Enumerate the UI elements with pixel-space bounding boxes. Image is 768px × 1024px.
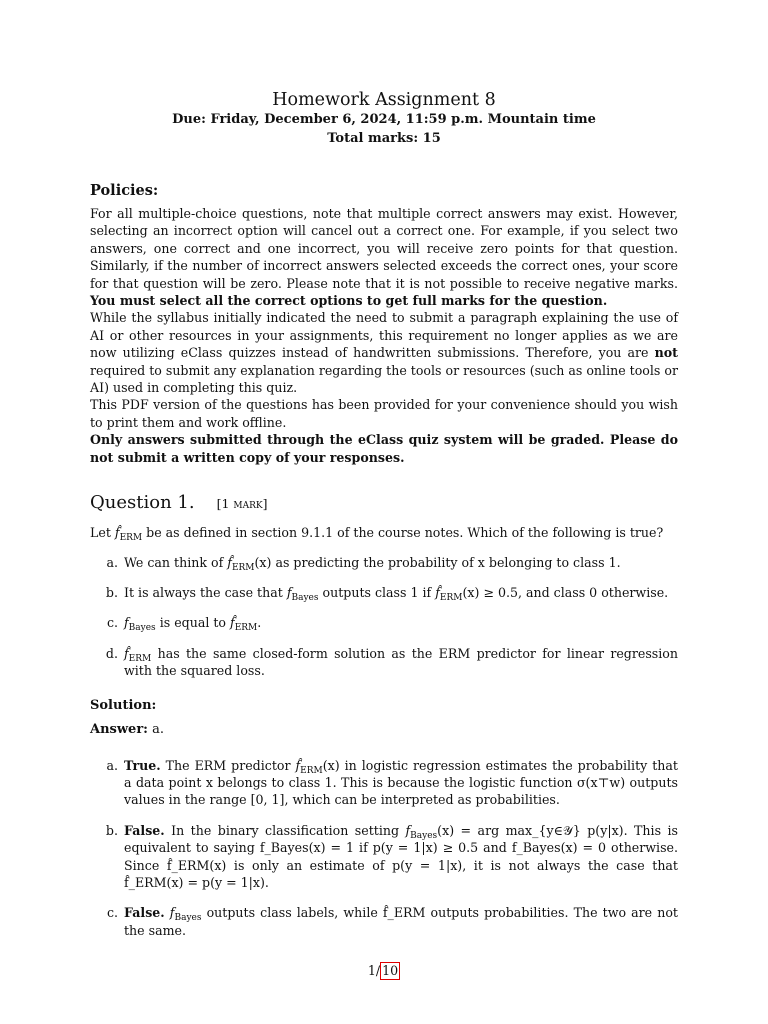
option-label: b. xyxy=(105,584,118,600)
option-label: d. xyxy=(105,645,118,661)
bayes-subscript: Bayes xyxy=(174,913,202,924)
answer-label: Answer: xyxy=(90,721,148,737)
erm-subscript: ERM xyxy=(231,562,255,573)
option-b-post: (x) ≥ 0.5, and class 0 otherwise. xyxy=(462,584,669,600)
option-a-pre: We can think of xyxy=(124,554,224,570)
solution-label: b. xyxy=(105,822,118,838)
page-number: 1 xyxy=(367,963,376,978)
policy-paragraph-3: This PDF version of the questions has been provided for your convenience should you wish to print them and work offline. xyxy=(90,397,678,430)
solution-a-post: (x) in logistic regression estimates the probability that a data point x belongs to class 1. This is because the logistic function σ(x⊤w) outputs values in the range [0, 1], which can be interpreted as probabilities. xyxy=(124,757,678,808)
f-hat-symbol: f̂ xyxy=(114,525,120,541)
erm-subscript: ERM xyxy=(439,592,463,603)
option-c-mid: is equal to xyxy=(159,615,227,631)
solution-text xyxy=(124,904,678,939)
policy-text-2b: required to submit any explanation regarding the tools or resources (such as online tools or AI) used in completing this quiz. xyxy=(90,362,678,396)
option-b-pre: It is always the case that xyxy=(124,584,283,600)
policy-emphasis-1: You must select all the correct options to get full marks for the question. xyxy=(90,293,608,309)
solution-a-pre: The ERM predictor xyxy=(165,757,291,773)
page-footer xyxy=(0,962,768,980)
option-text xyxy=(124,554,678,571)
solution-verdict: True. xyxy=(124,757,161,773)
page-title: Homework Assignment 8 xyxy=(272,90,496,110)
intro-post: be as defined in section 9.1.1 of the course notes. Which of the following is true? xyxy=(146,525,664,541)
page-content xyxy=(90,88,678,952)
due-date: Due: Friday, December 6, 2024, 11:59 p.m. Mountain time xyxy=(172,112,596,127)
question-1-heading xyxy=(90,492,678,513)
solution-label: c. xyxy=(106,905,118,921)
option-a-post: as predicting the probability of x belonging to class 1. xyxy=(275,554,621,570)
policies-heading: Policies: xyxy=(90,182,159,199)
erm-subscript: ERM xyxy=(300,765,323,776)
option-text xyxy=(124,584,678,601)
policy-text-1: For all multiple-choice questions, note that multiple correct answers may exist. However, selecting an incorrect option will cancel out a correct one. For example, if you select two answers, one correct and one incorrect, you will receive zero points for that question. Similarly, if the number of incorrect answers selected exceeds the correct ones, your score for that question will be zero. Please note that it is not possible to receive negative marks. xyxy=(90,206,678,291)
f-symbol: f xyxy=(286,584,292,600)
policy-paragraph-2 xyxy=(90,309,678,396)
total-marks: Total marks: 15 xyxy=(327,131,441,146)
bayes-subscript: Bayes xyxy=(410,830,438,841)
f-hat-symbol: f̂ xyxy=(230,615,235,631)
solution-item-b xyxy=(90,822,678,892)
answer-line xyxy=(90,722,678,737)
option-c-post: . xyxy=(257,615,262,631)
option-d xyxy=(90,645,678,680)
option-label: c. xyxy=(106,615,118,631)
solution-verdict: False. xyxy=(124,905,165,921)
solution-text xyxy=(124,757,678,809)
option-a-mid: (x) xyxy=(254,554,272,570)
answer-value: a. xyxy=(152,721,164,737)
solution-text xyxy=(124,822,678,892)
solution-c-post: outputs class labels, while f̂_ERM outputs probabilities. The two are not the same. xyxy=(124,905,678,938)
f-hat-symbol: f̂ xyxy=(295,757,301,773)
policies-body xyxy=(90,205,678,466)
f-symbol: f xyxy=(405,822,411,838)
f-symbol: f xyxy=(169,905,175,921)
solution-heading: Solution: xyxy=(90,697,157,713)
question-1-options xyxy=(90,554,678,680)
question-1-marks: [1 mark] xyxy=(216,496,268,512)
solution-item-c xyxy=(90,904,678,939)
solution-b-pre: In the binary classification setting xyxy=(171,822,400,838)
policy-paragraph-4: Only answers submitted through the eClass quiz system will be graded. Please do not submit a written copy of your responses. xyxy=(90,432,678,465)
solution-item-a xyxy=(90,757,678,809)
option-d-mid: has the same closed-form solution as the ERM predictor for linear regression with the squared loss. xyxy=(124,645,678,679)
option-b xyxy=(90,584,678,601)
bayes-subscript: Bayes xyxy=(291,592,319,603)
f-hat-symbol: f̂ xyxy=(227,554,232,570)
option-label: a. xyxy=(106,554,118,570)
f-hat-symbol: f̂ xyxy=(435,584,440,600)
policy-paragraph-1 xyxy=(90,205,678,309)
option-c xyxy=(90,614,678,634)
solution-verdict: False. xyxy=(124,822,165,838)
solution-b-post: (x) = arg max_{y∈𝒴} p(y|x). This is equivalent to saying f_Bayes(x) = 1 if p(y = 1|x) ≥ 0.5 and f_Bayes(x) = 0 otherwise. Since f̂_ERM(x) is only an estimate of p(y = 1|x), it is not always the case that f̂_ERM(x) = p(y = 1|x). xyxy=(124,822,678,890)
option-text xyxy=(124,645,678,680)
question-1-intro xyxy=(90,524,678,544)
intro-pre: Let xyxy=(90,525,111,541)
policy-emphasis-not: not xyxy=(654,345,678,361)
f-hat-symbol: f̂ xyxy=(124,645,129,661)
erm-subscript: ERM xyxy=(234,623,258,634)
page-separator: / xyxy=(375,963,381,978)
erm-subscript: ERM xyxy=(128,653,152,664)
solution-items xyxy=(90,757,678,940)
f-symbol: f xyxy=(124,615,129,631)
total-pages-link[interactable]: 10 xyxy=(382,963,399,978)
option-b-mid: outputs class 1 if xyxy=(322,584,432,600)
option-text xyxy=(124,614,678,634)
policy-text-2a: While the syllabus initially indicated the need to submit a paragraph explaining the use of AI or other resources in your assignments, this requirement no longer applies as we are now utilizing eClass quizzes instead of handwritten submissions. Therefore, you are xyxy=(90,310,678,361)
option-a xyxy=(90,554,678,571)
question-1-title: Question 1. xyxy=(90,492,195,514)
bayes-subscript: Bayes xyxy=(128,623,156,634)
solution-label: a. xyxy=(106,757,118,773)
erm-subscript: ERM xyxy=(119,533,143,544)
